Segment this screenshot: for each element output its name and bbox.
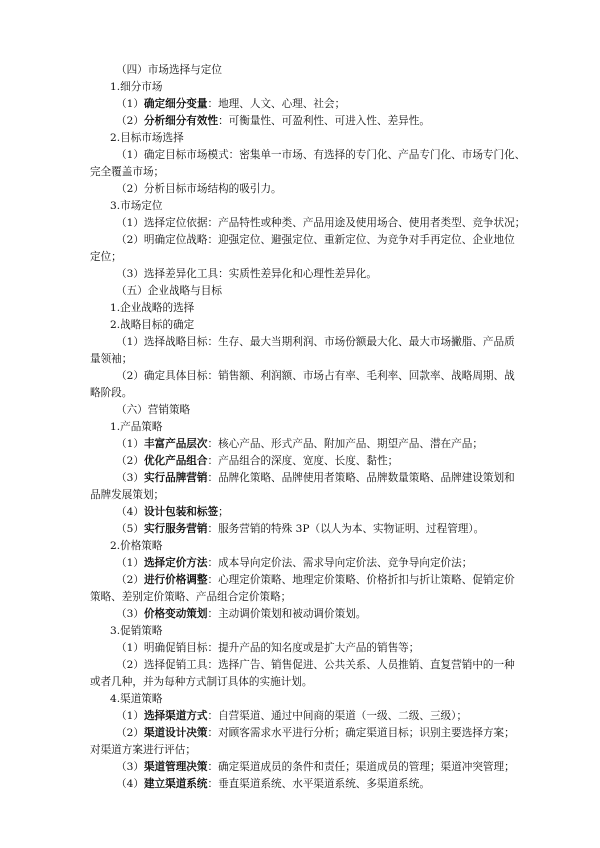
bold-term: 价格变动策划: [143, 608, 208, 620]
bold-term: 进行价格调整: [143, 574, 208, 586]
text-line: [116, 708, 467, 724]
text-line: 1.企业战略的选择: [110, 302, 195, 314]
text-line: （3）选择差异化工具：实质性差异化和心理性差异化。: [116, 268, 377, 280]
bold-term: 确定细分变量: [143, 98, 208, 110]
item-text: ：服务营销的特殊 3P（以人为本、实物证明、过程管理）。: [207, 523, 485, 535]
item-number: （2）: [116, 455, 144, 467]
text-line: 2.目标市场选择: [110, 132, 184, 144]
item-number: （2）: [116, 727, 144, 739]
text-line: 策略、差别定价策略、产品组合定价策略；: [90, 591, 292, 603]
item-text: ：垂直渠道系统、水平渠道系统、多渠道系统。: [207, 778, 430, 790]
bold-term: 设计包装和标签: [143, 506, 219, 518]
item-number: （3）: [116, 608, 144, 620]
text-line: 定位；: [90, 251, 122, 263]
text-line: （2）确定具体目标：销售额、利润额、市场占有率、毛利率、回款率、战略周期、战: [116, 370, 515, 382]
text-line: [116, 725, 515, 741]
text-line: [116, 555, 472, 571]
item-text: ：可衡量性、可盈利性、可进入性、差异性。: [218, 115, 430, 127]
item-number: （1）: [116, 98, 144, 110]
bold-term: 建立渠道系统: [143, 778, 208, 790]
text-line: 或者几种，并为每种方式制订具体的实施计划。: [90, 676, 313, 688]
text-line: 1.产品策略: [110, 421, 163, 433]
item-number: （2）: [116, 574, 144, 586]
item-number: （3）: [116, 761, 144, 773]
text-line: [116, 606, 366, 622]
bold-term: 渠道设计决策: [143, 727, 208, 739]
item-text: ：自营渠道、通过中间商的渠道（一级、二级、三级）；: [207, 710, 468, 722]
text-line: （1）明确促销目标：提升产品的知名度或是扩大产品的销售等；: [116, 642, 420, 654]
item-number: （1）: [116, 557, 144, 569]
item-text: ：心理定价策略、地理定价策略、价格折扣与折让策略、促销定价: [207, 574, 515, 586]
item-text: ：核心产品、形式产品、附加产品、期望产品、潜在产品；: [207, 438, 483, 450]
item-text: ：确定渠道成员的条件和责任；渠道成员的管理；渠道冲突管理；: [207, 761, 515, 773]
text-line: [116, 521, 484, 537]
text-line: （六）营销策略: [116, 404, 191, 416]
text-line: [116, 776, 430, 792]
bold-term: 优化产品组合: [143, 455, 208, 467]
text-line: 1.细分市场: [110, 81, 163, 93]
bold-term: 分析细分有效性: [143, 115, 219, 127]
bold-term: 选择渠道方式: [143, 710, 208, 722]
text-line: [116, 470, 515, 486]
item-text: ：主动调价策划和被动调价策划。: [207, 608, 367, 620]
text-line: （2）选择促销工具：选择广告、销售促进、公共关系、人员推销、直复营销中的一种: [116, 659, 515, 671]
text-line: [116, 759, 515, 775]
item-text: ：产品组合的深度、宽度、长度、黏性；: [207, 455, 399, 467]
item-text: ：地理、人文、心理、社会；: [207, 98, 346, 110]
text-line: [116, 453, 398, 469]
item-text: ：品牌化策略、品牌使用者策略、品牌数量策略、品牌建设策划和: [207, 472, 515, 484]
bold-term: 渠道管理决策: [143, 761, 208, 773]
text-line: （1）确定目标市场模式：密集单一市场、有选择的专门化、产品专门化、市场专门化、: [116, 149, 526, 161]
text-line: [116, 436, 483, 452]
item-number: （1）: [116, 710, 144, 722]
item-text: ：对顾客需求水平进行分析；确定渠道目标；识别主要选择方案；: [207, 727, 515, 739]
bold-term: 实行服务营销: [143, 523, 208, 535]
item-number: （2）: [116, 115, 144, 127]
text-line: 量领袖；: [90, 353, 133, 365]
bold-term: 丰富产品层次: [143, 438, 208, 450]
item-text: ；: [218, 506, 229, 518]
text-line: 3.促销策略: [110, 625, 163, 637]
item-number: （1）: [116, 438, 144, 450]
text-line: 4.渠道策略: [110, 693, 163, 705]
item-number: （5）: [116, 523, 144, 535]
text-line: [116, 113, 430, 129]
text-line: （1）选择定位依据：产品特性或种类、产品用途及使用场合、使用者类型、竞争状况；: [116, 217, 526, 229]
bold-term: 选择定价方法: [143, 557, 208, 569]
text-line: 完全覆盖市场；: [90, 166, 165, 178]
item-text: ：成本导向定价法、需求导向定价法、竞争导向定价法；: [207, 557, 473, 569]
text-line: [116, 96, 345, 112]
item-number: （3）: [116, 472, 144, 484]
item-number: （4）: [116, 778, 144, 790]
text-line: （五）企业战略与目标: [116, 285, 222, 297]
text-line: 品牌发展策划；: [90, 489, 165, 501]
item-number: （4）: [116, 506, 144, 518]
text-line: [116, 504, 229, 520]
text-line: （2）明确定位战略：迎强定位、避强定位、重新定位、为竞争对手再定位、企业地位: [116, 234, 515, 246]
text-line: 对渠道方案进行评估；: [90, 744, 196, 756]
text-line: 3.市场定位: [110, 200, 163, 212]
text-line: （1）选择战略目标：生存、最大当期利润、市场份额最大化、最大市场撇脂、产品质: [116, 336, 515, 348]
text-line: [116, 572, 515, 588]
text-line: （四）市场选择与定位: [116, 64, 222, 76]
text-line: 2.价格策略: [110, 540, 163, 552]
text-line: （2）分析目标市场结构的吸引力。: [116, 183, 282, 195]
text-line: 2.战略目标的确定: [110, 319, 195, 331]
bold-term: 实行品牌营销: [143, 472, 208, 484]
text-line: 略阶段。: [90, 387, 133, 399]
